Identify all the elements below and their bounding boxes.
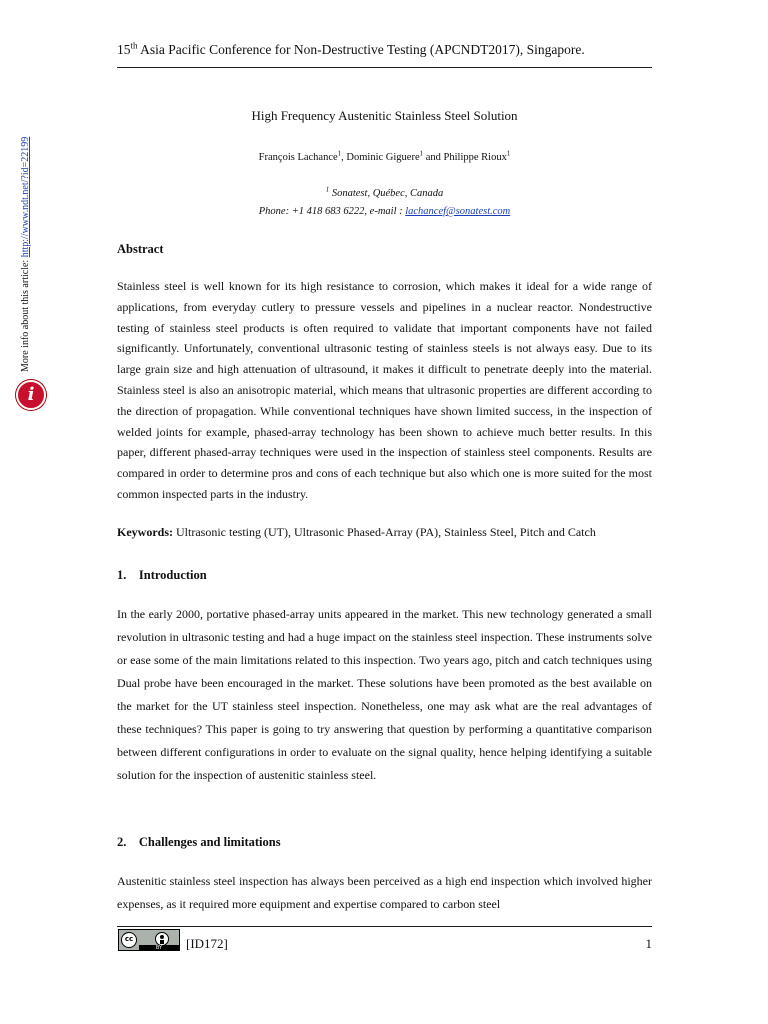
keywords-label: Keywords: bbox=[117, 525, 173, 539]
footer-rule bbox=[117, 926, 652, 927]
author-name: Philippe Rioux bbox=[443, 152, 507, 163]
cc-by-license-badge bbox=[118, 929, 180, 951]
person-icon bbox=[155, 932, 169, 946]
paper-title: High Frequency Austenitic Stainless Steel Solution bbox=[251, 108, 518, 123]
contact-email-link[interactable]: lachancef@sonatest.com bbox=[405, 206, 511, 217]
header-rule bbox=[117, 67, 652, 68]
section-text-introduction: In the early 2000, portative phased-array units appeared in the market. This new technology generated a small revolution in ultrasonic testing and had a huge impact on the stainless steel inspection. These instruments solve or ease some of the main limitations related to this inspection. Two years ago, pitch and catch techniques using Dual probe have been encouraged in the market. These solutions have been promoted as the best available on the market for the UT stainless steel inspection. Nonetheless, one may ask what are the real advantages of these techniques? This paper is going to try answering that question by performing a quantitative comparison between different configurations in order to evaluate on the signal quality, hence helping identifying a suitable solution for the inspection of austenitic stainless steel. bbox=[117, 607, 652, 782]
by-label: BY bbox=[139, 945, 179, 951]
header-number: 15 bbox=[117, 42, 131, 57]
abstract-heading: Abstract bbox=[117, 242, 164, 256]
author-separator: , bbox=[341, 152, 347, 163]
info-icon[interactable]: i bbox=[16, 380, 46, 410]
header-text: Asia Pacific Conference for Non-Destructive Testing (APCNDT2017), Singapore. bbox=[137, 42, 585, 57]
section-heading-challenges: 2. Challenges and limitations bbox=[117, 835, 281, 849]
author-affiliation-mark: 1 bbox=[419, 149, 424, 158]
contact-line bbox=[117, 206, 652, 217]
sidebar-url[interactable]: http://www.ndt.net/?id=22199 bbox=[20, 136, 31, 258]
header-superscript: th bbox=[130, 40, 138, 51]
section-heading-introduction: 1. Introduction bbox=[117, 568, 207, 582]
running-header bbox=[117, 40, 652, 60]
abstract-text: Stainless steel is well known for its high resistance to corrosion, which makes it ideal for a wide range of applications, from everyday cutlery to pressure vessels and pipelines in a nuclear reactor. Nondestructive testing of stainless steel products is often required to validate that important components have not failed significantly. Unfortunately, conventional ultrasonic testing of stainless steels is not always easy. Due to its large grain size and high attenuation of ultrasound, it makes it difficult to penetrate deeply into the material. Stainless steel is also an anisotropic material, which means that ultrasonic properties are different according to the direction of propagation. While conventional techniques have shown limited success, in the inspection of welded joints for example, phased-array technology has been shown to achieve much better results. In this paper, different phased-array techniques were used in the inspection of stainless steel components. Results are compared in order to determine pros and cons of each technique but also which one is more suited for the most common inspected parts in the industry. bbox=[117, 279, 652, 501]
sidebar-label: More info about this article: bbox=[20, 257, 31, 372]
affiliation-text: Sonatest, Québec, Canada bbox=[329, 188, 444, 199]
affiliation bbox=[117, 185, 652, 199]
contact-phone: Phone: +1 418 683 6222, e-mail : bbox=[258, 206, 406, 217]
keywords-line bbox=[117, 522, 652, 543]
author-name: François Lachance bbox=[258, 152, 338, 163]
keywords-text: Ultrasonic testing (UT), Ultrasonic Phased-Array (PA), Stainless Steel, Pitch and Catch bbox=[173, 525, 596, 539]
sidebar-article-link[interactable] bbox=[20, 137, 31, 372]
author-affiliation-mark: 1 bbox=[506, 149, 511, 158]
author-list bbox=[117, 149, 652, 163]
author-affiliation-mark: 1 bbox=[337, 149, 342, 158]
section-text-challenges: Austenitic stainless steel inspection has always been perceived as a high end inspection which involved higher expenses, as it required more equipment and expertise compared to carbon steel bbox=[117, 874, 652, 911]
affiliation-mark: 1 bbox=[325, 185, 330, 194]
page-number: 1 bbox=[645, 936, 652, 951]
cc-icon: cc bbox=[121, 932, 137, 948]
author-name: Dominic Giguere bbox=[346, 152, 420, 163]
paper-id: [ID172] bbox=[186, 936, 228, 951]
author-separator: and bbox=[423, 152, 444, 163]
